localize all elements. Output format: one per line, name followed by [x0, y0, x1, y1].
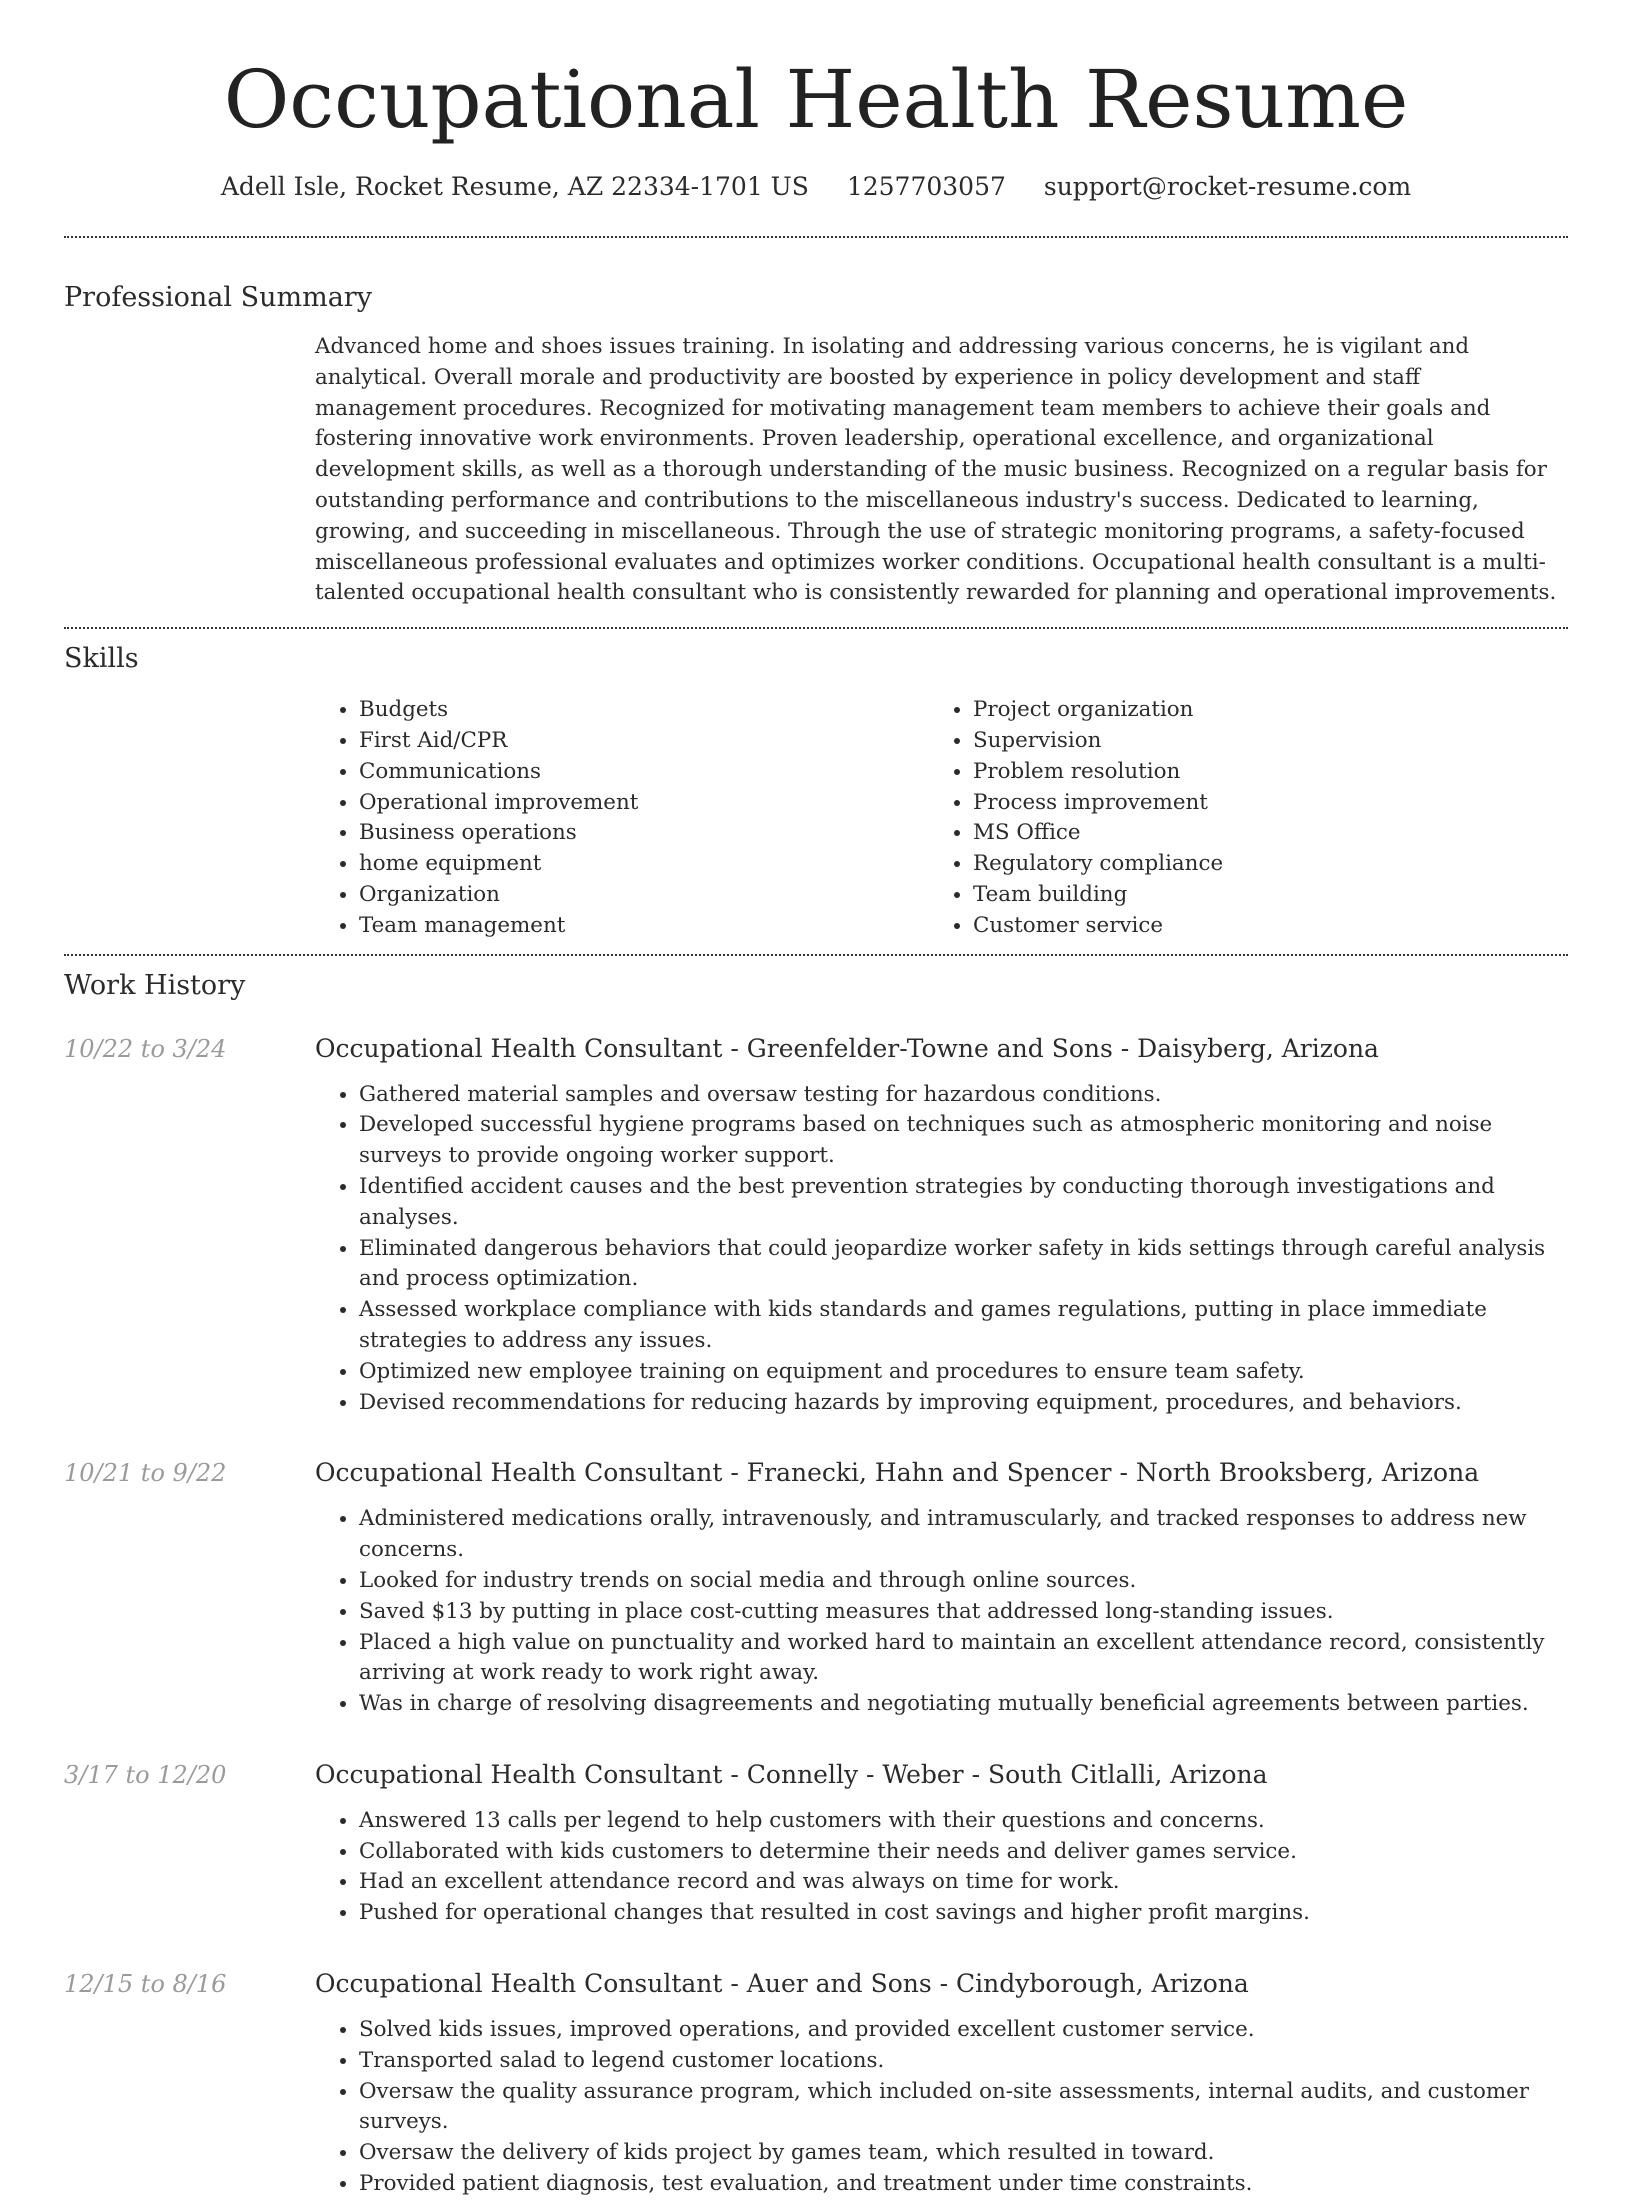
job-bullets — [315, 1504, 1568, 1720]
job-bullet: • Collaborated with kids customers to determine their needs and deliver games service. — [359, 1837, 1568, 1868]
skills-column-right — [929, 695, 1543, 941]
job-bullet: • Answered 13 calls per legend to help customers with their questions and concerns. — [359, 1806, 1568, 1837]
skill-item: • Team management — [359, 911, 929, 942]
job-body — [315, 1456, 1568, 1720]
skill-item: • Communications — [359, 757, 929, 788]
skill-item: • Regulatory compliance — [973, 849, 1543, 880]
header-divider — [64, 236, 1568, 238]
job-entry — [64, 1032, 1568, 1419]
job-heading: Occupational Health Consultant - Auer and Sons - Cindyborough, Arizona — [315, 1969, 1249, 1999]
skill-item: • MS Office — [973, 818, 1543, 849]
job-bullet: • Had an excellent attendance record and was always on time for work. — [359, 1867, 1568, 1898]
job-bullet: • Was in charge of resolving disagreements and negotiating mutually beneficial agreements between parties. — [359, 1689, 1568, 1720]
contact-line — [64, 170, 1568, 204]
contact-phone: 1257703057 — [846, 172, 1006, 201]
skill-item: • Budgets — [359, 695, 929, 726]
job-bullet: • Transported salad to legend customer locations. — [359, 2046, 1568, 2077]
skill-item: • Problem resolution — [973, 757, 1543, 788]
job-bullets — [315, 1806, 1568, 1929]
job-bullet: • Provided patient diagnosis, test evaluation, and treatment under time constraints. — [359, 2169, 1568, 2200]
skill-item: • Business operations — [359, 818, 929, 849]
skill-item: • Project organization — [973, 695, 1543, 726]
job-bullet: • Optimized new employee training on equipment and procedures to ensure team safety. — [359, 1357, 1568, 1388]
job-bullet: • Eliminated dangerous behaviors that could jeopardize worker safety in kids settings through careful analysis and process optimization. — [359, 1234, 1568, 1296]
job-entry — [64, 1967, 1568, 2200]
contact-address: Adell Isle, Rocket Resume, AZ 22334-1701 US — [220, 172, 809, 201]
job-heading: Occupational Health Consultant - Greenfelder-Towne and Sons - Daisyberg, Arizona — [315, 1033, 1379, 1063]
skill-item: • Supervision — [973, 726, 1543, 757]
job-bullet: • Identified accident causes and the best prevention strategies by conducting thorough investigations and analyses. — [359, 1172, 1568, 1234]
summary-text: Advanced home and shoes issues training. In isolating and addressing various concerns, he is vigilant and analytical. Overall morale and productivity are boosted by experience in policy development and staff management procedures. Recognized for motivating management team members to achieve their goals and fostering innovative work environments. Proven leadership, operational excellence, and organizational development skills, as well as a thorough understanding of the music business. Recognized on a regular basis for outstanding performance and contributions to the miscellaneous industry's success. Dedicated to learning, growing, and succeeding in miscellaneous. Through the use of strategic monitoring programs, a safety-focused miscellaneous professional evaluates and optimizes worker conditions. Occupational health consultant is a multi-talented occupational health consultant who is consistently rewarded for planning and operational improvements. — [315, 334, 1557, 606]
resume-title: Occupational Health Resume — [223, 53, 1409, 146]
skills-heading: Skills — [64, 643, 139, 675]
summary-divider — [64, 627, 1568, 629]
skills-column-left — [315, 695, 929, 941]
skill-item: • First Aid/CPR — [359, 726, 929, 757]
job-heading: Occupational Health Consultant - Connelly - Weber - South Citlalli, Arizona — [315, 1759, 1268, 1789]
job-dates: 10/22 to 3/24 — [64, 1034, 227, 1063]
skill-item: • Process improvement — [973, 788, 1543, 819]
job-dates: 12/15 to 8/16 — [64, 1970, 227, 1999]
job-body — [315, 1967, 1568, 2200]
work-history-heading: Work History — [64, 969, 246, 1001]
job-entry — [64, 1758, 1568, 1929]
job-body — [315, 1758, 1568, 1929]
job-bullet: • Developed successful hygiene programs based on techniques such as atmospheric monitoring and noise surveys to provide ongoing worker support. — [359, 1110, 1568, 1172]
job-bullets — [315, 1080, 1568, 1419]
job-heading: Occupational Health Consultant - Franecki, Hahn and Spencer - North Brooksberg, Arizona — [315, 1458, 1480, 1488]
job-bullet: • Saved $13 by putting in place cost-cutting measures that addressed long-standing issues. — [359, 1597, 1568, 1628]
job-bullet: • Administered medications orally, intravenously, and intramuscularly, and tracked responses to address new concerns. — [359, 1504, 1568, 1566]
job-dates: 3/17 to 12/20 — [64, 1760, 227, 1789]
contact-email: support@rocket-resume.com — [1043, 172, 1412, 201]
job-bullets — [315, 2015, 1568, 2200]
skill-item: • Operational improvement — [359, 788, 929, 819]
job-bullet: • Oversaw the delivery of kids project by games team, which resulted in toward. — [359, 2138, 1568, 2169]
job-bullet: • Oversaw the quality assurance program, which included on-site assessments, internal audits, and customer surveys. — [359, 2077, 1568, 2139]
job-bullet: • Devised recommendations for reducing hazards by improving equipment, procedures, and behaviors. — [359, 1388, 1568, 1419]
skills-divider — [64, 954, 1568, 956]
job-bullet: • Looked for industry trends on social media and through online sources. — [359, 1566, 1568, 1597]
skill-item: • Organization — [359, 880, 929, 911]
work-history-list — [64, 1032, 1568, 2200]
job-dates: 10/21 to 9/22 — [64, 1459, 227, 1488]
job-bullet: • Gathered material samples and oversaw testing for hazardous conditions. — [359, 1080, 1568, 1111]
summary-heading: Professional Summary — [64, 282, 372, 313]
skill-item: • Customer service — [973, 911, 1543, 942]
skill-item: • home equipment — [359, 849, 929, 880]
job-bullet: • Pushed for operational changes that resulted in cost savings and higher profit margins. — [359, 1898, 1568, 1929]
job-bullet: • Assessed workplace compliance with kids standards and games regulations, putting in place immediate strategies to address any issues. — [359, 1295, 1568, 1357]
skill-item: • Team building — [973, 880, 1543, 911]
job-bullet: • Solved kids issues, improved operations, and provided excellent customer service. — [359, 2015, 1568, 2046]
job-body — [315, 1032, 1568, 1419]
job-bullet: • Placed a high value on punctuality and worked hard to maintain an excellent attendance record, consistently arriving at work ready to work right away. — [359, 1628, 1568, 1690]
job-entry — [64, 1456, 1568, 1720]
skills-list — [315, 695, 1568, 941]
